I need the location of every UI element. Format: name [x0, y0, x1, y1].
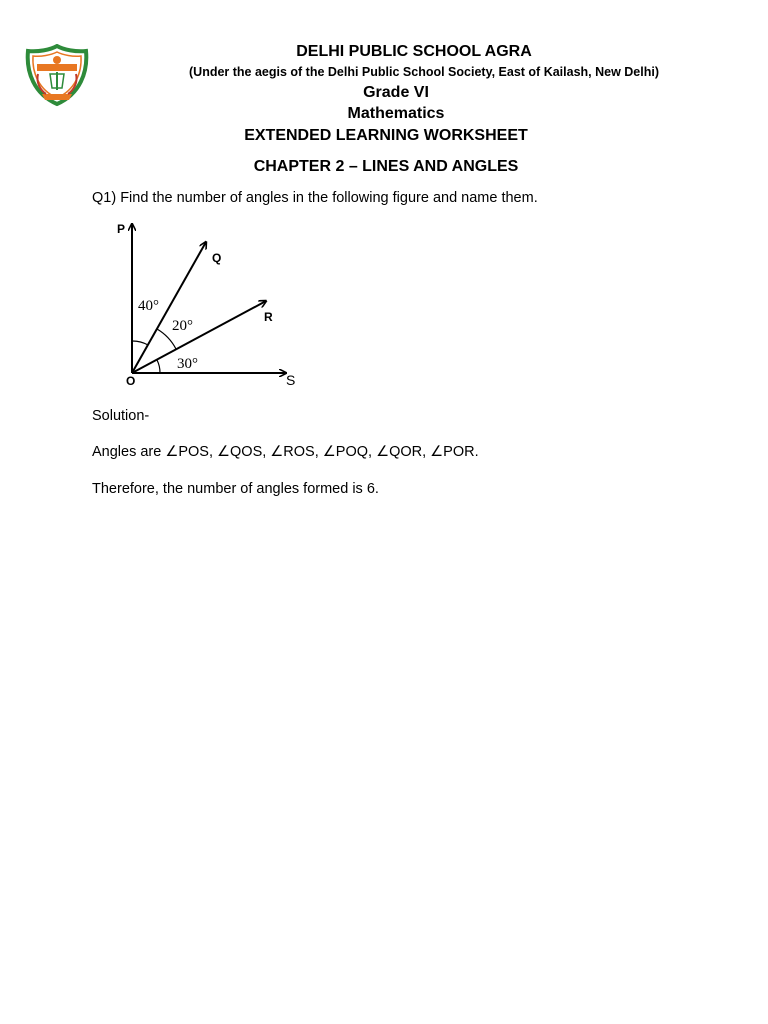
school-affiliation: (Under the aegis of the Delhi Public School Society, East of Kailash, New Delhi)	[189, 65, 659, 79]
label-o: O	[126, 374, 136, 388]
angle-qor-value: 20°	[172, 318, 193, 334]
solution-heading: Solution-	[92, 408, 150, 424]
label-q: Q	[212, 251, 222, 265]
label-r: R	[264, 310, 273, 324]
arc-ros	[157, 360, 160, 373]
angle-ros-value: 30°	[177, 356, 198, 372]
worksheet-title: EXTENDED LEARNING WORKSHEET	[244, 127, 528, 144]
angle-poq-value: 40°	[138, 298, 159, 314]
chapter-title: CHAPTER 2 – LINES AND ANGLES	[253, 158, 519, 175]
arc-poq	[132, 341, 148, 345]
grade-title: Grade VI	[363, 84, 429, 101]
question-text: Q1) Find the number of angles in the following figure and name them.	[92, 190, 538, 206]
angles-figure	[108, 218, 308, 393]
solution-conclusion: Therefore, the number of angles formed is 6.	[92, 481, 379, 497]
school-name: DELHI PUBLIC SCHOOL AGRA	[296, 43, 532, 60]
label-p: P	[117, 222, 126, 236]
solution-angles: Angles are ∠POS, ∠QOS, ∠ROS, ∠POQ, ∠QOR, ∠POR.	[92, 444, 479, 460]
label-s: S	[286, 372, 296, 388]
subject-title: Mathematics	[347, 105, 445, 122]
